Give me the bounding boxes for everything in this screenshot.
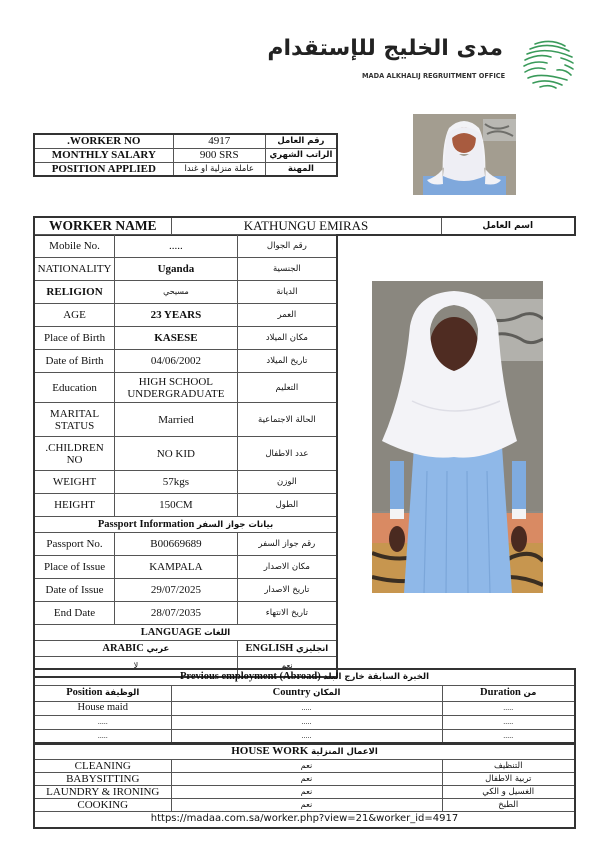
position-applied: عاملة منزلية او غندا <box>173 162 265 176</box>
passport-label-en: Passport No. <box>34 533 115 556</box>
detail-row <box>34 494 337 517</box>
summary-label-ar: رقم العامل <box>265 134 337 148</box>
employment-country: ..... <box>171 729 442 743</box>
detail-row <box>34 437 337 471</box>
passport-label-en: Place of Issue <box>34 556 115 579</box>
skill-value: نعم <box>171 798 442 811</box>
country-header-ar: المكان <box>313 688 341 698</box>
employment-duration: ..... <box>442 729 575 743</box>
detail-label-ar: الجنسية <box>237 258 337 281</box>
passport-end-date: 28/07/2035 <box>115 602 238 625</box>
nationality: Uganda <box>115 258 238 281</box>
passport-title-en: Passport Information <box>97 518 195 530</box>
passport-label-en: End Date <box>34 602 115 625</box>
language-title-ar: اللغات <box>204 627 231 638</box>
employment-position: ..... <box>34 715 171 729</box>
country-header-en: Country <box>272 687 311 698</box>
detail-label-ar: تاريخ الميلاد <box>237 350 337 373</box>
summary-label-en: .WORKER NO <box>34 134 173 148</box>
passport-row <box>34 579 337 602</box>
children-number: NO KID <box>115 437 238 471</box>
worker-thumbnail-photo <box>413 114 516 195</box>
detail-row <box>34 304 337 327</box>
height: 150CM <box>115 494 238 517</box>
skill-label-en: CLEANING <box>34 759 171 772</box>
passport-number: B00669689 <box>115 533 238 556</box>
house-work-row <box>34 772 575 785</box>
url-row <box>34 811 575 828</box>
skill-value: نعم <box>171 772 442 785</box>
duration-header <box>442 685 575 701</box>
detail-label-ar: الحالة الاجتماعية <box>237 403 337 437</box>
detail-label-ar: الوزن <box>237 471 337 494</box>
marital-status: Married <box>115 403 238 437</box>
detail-row <box>34 403 337 437</box>
summary-row <box>34 162 337 176</box>
position-header-en: Position <box>66 687 103 698</box>
logo-globe-icon <box>521 36 575 90</box>
duration-header-en: Duration <box>480 687 521 698</box>
date-of-issue: 29/07/2025 <box>115 579 238 602</box>
place-of-issue: KAMPALA <box>115 556 238 579</box>
employment-row <box>34 715 575 729</box>
previous-employment-title <box>34 669 575 685</box>
detail-label-ar: رقم الجوال <box>237 235 337 258</box>
skill-value: نعم <box>171 759 442 772</box>
skill-value: نعم <box>171 785 442 798</box>
employment-position: House maid <box>34 701 171 715</box>
employment-duration: ..... <box>442 715 575 729</box>
country-header <box>171 685 442 701</box>
mobile-number: ..... <box>115 235 238 258</box>
previous-employment-headers <box>34 685 575 701</box>
monthly-salary: 900 SRS <box>173 148 265 162</box>
summary-row <box>34 148 337 162</box>
passport-label-ar: تاريخ الانتهاء <box>237 602 337 625</box>
summary-table <box>33 133 338 177</box>
passport-label-en: Date of Issue <box>34 579 115 602</box>
previous-employment-table <box>33 668 576 744</box>
worker-name-label-ar: اسم العامل <box>441 217 575 235</box>
house-work-title-en: HOUSE WORK <box>231 745 309 758</box>
arabic-value: لا <box>34 657 237 677</box>
detail-label-ar: الديانة <box>237 281 337 304</box>
summary-label-en: POSITION APPLIED <box>34 162 173 176</box>
detail-label-en: NATIONALITY <box>34 258 115 281</box>
detail-label-en: Place of Birth <box>34 327 115 350</box>
english-value: نعم <box>237 657 337 677</box>
detail-label-ar: مكان الميلاد <box>237 327 337 350</box>
summary-label-ar: المهنة <box>265 162 337 176</box>
place-of-birth: KASESE <box>115 327 238 350</box>
date-of-birth: 04/06/2002 <box>115 350 238 373</box>
religion: مسيحي <box>115 281 238 304</box>
passport-row <box>34 533 337 556</box>
logo-arabic-name: مدى الخليج للإستقدام <box>267 36 503 61</box>
detail-label-en: MARITAL STATUS <box>34 403 115 437</box>
summary-row <box>34 134 337 148</box>
employment-row <box>34 729 575 743</box>
detail-row <box>34 235 337 258</box>
worker-number: 4917 <box>173 134 265 148</box>
logo-english-name: MADA ALKHALIJ REGRUITMENT OFFICE <box>362 72 506 80</box>
worker-name-value: KATHUNGU EMIRAS <box>171 217 441 235</box>
detail-label-ar: الطول <box>237 494 337 517</box>
summary-label-en: MONTHLY SALARY <box>34 148 173 162</box>
prev-title-en: Previous employment (Abroad) <box>180 671 321 683</box>
house-work-title-ar: الاعمال المنزلية <box>311 747 378 758</box>
skill-label-ar: التنظيف <box>442 759 575 772</box>
passport-title-ar: بيانات جواز السفر <box>197 519 274 530</box>
skill-label-en: BABYSITTING <box>34 772 171 785</box>
detail-label-ar: التعليم <box>237 373 337 403</box>
language-headers <box>34 641 337 657</box>
position-header <box>34 685 171 701</box>
passport-label-ar: مكان الاصدار <box>237 556 337 579</box>
skill-label-en: COOKING <box>34 798 171 811</box>
house-work-row <box>34 785 575 798</box>
house-work-table <box>33 743 576 829</box>
duration-header-ar: من <box>523 688 537 698</box>
skill-label-ar: الغسيل و الكي <box>442 785 575 798</box>
skill-label-ar: الطبخ <box>442 798 575 811</box>
worker-details-table <box>33 234 338 678</box>
detail-label-en: Education <box>34 373 115 403</box>
detail-label-en: HEIGHT <box>34 494 115 517</box>
english-label-en: ENGLISH <box>245 642 294 654</box>
worker-full-photo <box>372 281 543 593</box>
detail-label-ar: عدد الاطفال <box>237 437 337 471</box>
weight: 57kgs <box>115 471 238 494</box>
prev-title-ar: الخبرة السابقة خارج البلد <box>323 672 429 683</box>
detail-label-en: .CHILDREN NO <box>34 437 115 471</box>
detail-row <box>34 281 337 304</box>
employment-position: ..... <box>34 729 171 743</box>
detail-row <box>34 350 337 373</box>
detail-row <box>34 373 337 403</box>
language-title-en: LANGUAGE <box>140 626 202 638</box>
house-work-row <box>34 798 575 811</box>
house-work-title <box>34 744 575 759</box>
detail-row <box>34 471 337 494</box>
detail-label-en: WEIGHT <box>34 471 115 494</box>
arabic-label-ar: عربي <box>146 643 170 654</box>
passport-row <box>34 556 337 579</box>
detail-row <box>34 327 337 350</box>
passport-label-ar: رقم جواز السفر <box>237 533 337 556</box>
worker-page-link[interactable]: https://madaa.com.sa/worker.php?view=21&worker_id=4917 <box>34 811 575 828</box>
skill-label-en: LAUNDRY & IRONING <box>34 785 171 798</box>
detail-label-en: Mobile No. <box>34 235 115 258</box>
education: HIGH SCHOOL UNDERGRADUATE <box>115 373 238 403</box>
summary-label-ar: الراتب الشهري <box>265 148 337 162</box>
detail-label-en: RELIGION <box>34 281 115 304</box>
employment-country: ..... <box>171 701 442 715</box>
arabic-label-en: ARABIC <box>102 642 144 654</box>
detail-label-en: Date of Birth <box>34 350 115 373</box>
employment-duration: ..... <box>442 701 575 715</box>
worker-name-table <box>33 216 576 236</box>
passport-label-ar: تاريخ الاصدار <box>237 579 337 602</box>
worker-name-row <box>34 217 575 235</box>
skill-label-ar: تربية الاطفال <box>442 772 575 785</box>
detail-label-en: AGE <box>34 304 115 327</box>
passport-row <box>34 602 337 625</box>
employment-row <box>34 701 575 715</box>
company-logo <box>267 36 575 92</box>
age: 23 YEARS <box>115 304 238 327</box>
language-section-header <box>34 625 337 641</box>
employment-country: ..... <box>171 715 442 729</box>
house-work-row <box>34 759 575 772</box>
passport-section-header <box>34 517 337 533</box>
detail-row <box>34 258 337 281</box>
worker-name-label-en: WORKER NAME <box>34 217 171 235</box>
position-header-ar: الوظيفة <box>105 688 140 698</box>
english-label-ar: انجليزي <box>295 643 329 654</box>
detail-label-ar: العمر <box>237 304 337 327</box>
